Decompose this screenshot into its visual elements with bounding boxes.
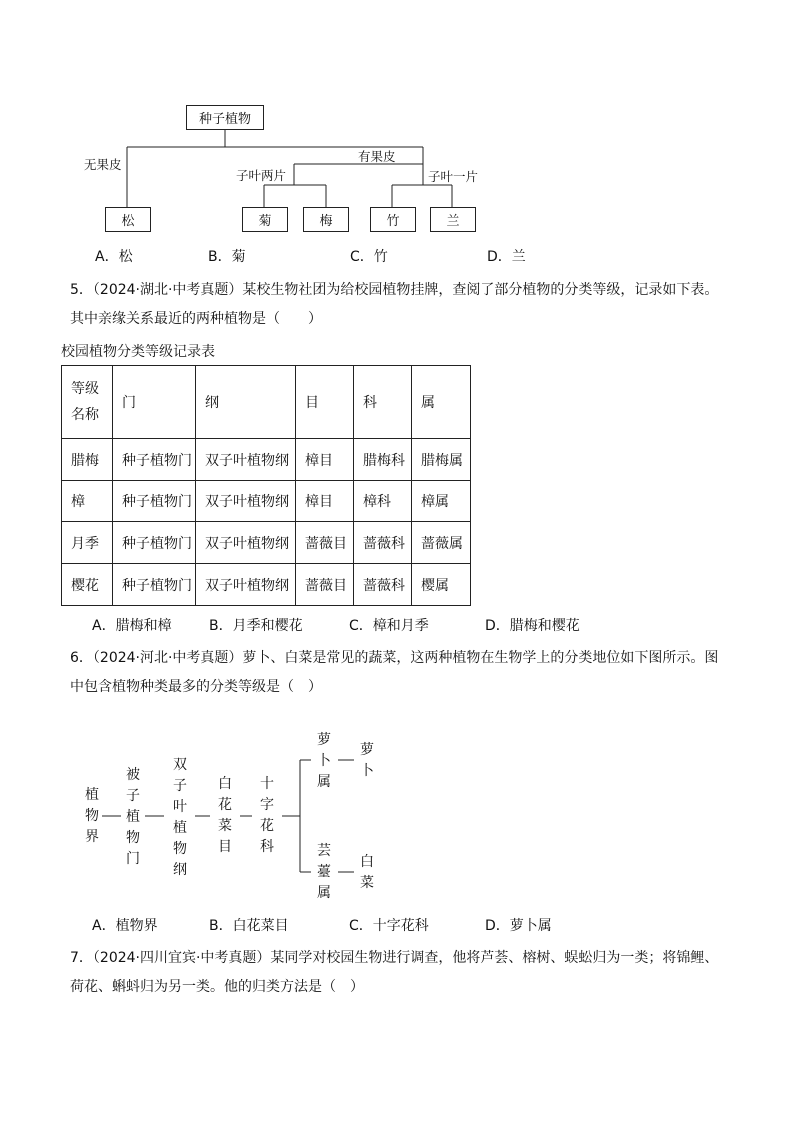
- label-has-pericarp: 有果皮: [358, 149, 396, 164]
- chain-family: 十字花科: [260, 776, 274, 855]
- q5-stem: 5．（2024·湖北·中考真题）某校生物社团为给校园植物挂牌，查阅了部分植物的分类等级，记录如下表。其中亲缘关系最近的两种植物是（ ）: [70, 282, 719, 327]
- table-cell: 种子植物门: [113, 564, 196, 606]
- header-cell-family: 科: [354, 366, 412, 439]
- chain-order: 白花菜目: [218, 776, 232, 855]
- chain-kingdom: 植物界: [85, 787, 99, 845]
- table-cell: 蔷薇属: [412, 522, 471, 564]
- tree-leaf-plum: 梅: [303, 207, 349, 232]
- tree-root-box: 种子植物: [186, 105, 264, 130]
- table-cell: 蔷薇科: [354, 522, 412, 564]
- q4-option-b[interactable]: B．菊: [208, 249, 246, 265]
- table-cell: 樟科: [354, 481, 412, 522]
- tree-leaf-pine: 松: [105, 207, 151, 232]
- q6-option-b[interactable]: B．白花菜目: [209, 918, 289, 934]
- chain-genus-brassica: 芸薹属: [317, 843, 331, 901]
- q6-option-a[interactable]: A．植物界: [92, 918, 158, 934]
- table-cell: 蔷薇目: [296, 564, 354, 606]
- header-cell-rank: 等级 名称: [62, 366, 113, 439]
- q4-option-c[interactable]: C．竹: [350, 249, 388, 265]
- table-cell: 月季: [62, 522, 113, 564]
- chain-genus-radish: 萝卜属: [317, 732, 331, 790]
- q5-option-b[interactable]: B．月季和樱花: [209, 618, 303, 634]
- table-cell: 樱花: [62, 564, 113, 606]
- chain-species-radish: 萝卜: [360, 742, 374, 779]
- table-cell: 蔷薇科: [354, 564, 412, 606]
- q6-option-d[interactable]: D．萝卜属: [485, 918, 552, 934]
- q5-table-caption: 校园植物分类等级记录表: [61, 344, 215, 360]
- chain-species-cabbage: 白菜: [360, 854, 374, 891]
- q5-option-a[interactable]: A．腊梅和樟: [92, 618, 172, 634]
- table-cell: 蔷薇目: [296, 522, 354, 564]
- label-two-cotyledons: 子叶两片: [236, 168, 287, 183]
- table-cell: 双子叶植物纲: [196, 522, 296, 564]
- chain-class: 双子叶植物纲: [173, 757, 187, 878]
- table-cell: 樟: [62, 481, 113, 522]
- table-cell: 双子叶植物纲: [196, 439, 296, 481]
- table-cell: 腊梅: [62, 439, 113, 481]
- tree-leaf-bamboo: 竹: [370, 207, 416, 232]
- table-cell: 腊梅属: [412, 439, 471, 481]
- table-cell: 樟属: [412, 481, 471, 522]
- table-cell: 双子叶植物纲: [196, 564, 296, 606]
- table-cell: 樟目: [296, 481, 354, 522]
- q4-option-d[interactable]: D．兰: [487, 249, 526, 265]
- table-cell: 种子植物门: [113, 481, 196, 522]
- q6-stem: 6．（2024·河北·中考真题）萝卜、白菜是常见的蔬菜，这两种植物在生物学上的分类地位如下图所示。图中包含植物种类最多的分类等级是（ ）: [70, 650, 719, 695]
- tree-leaf-chrysanthemum: 菊: [242, 207, 288, 232]
- table-cell: 腊梅科: [354, 439, 412, 481]
- header-cell-order: 目: [296, 366, 354, 439]
- q5-option-c[interactable]: C．樟和月季: [349, 618, 429, 634]
- q6-option-c[interactable]: C．十字花科: [349, 918, 429, 934]
- chain-phylum: 被子植物门: [126, 767, 140, 867]
- header-cell-genus: 属: [412, 366, 471, 439]
- header-cell-phylum: 门: [113, 366, 196, 439]
- header-cell-class: 纲: [196, 366, 296, 439]
- table-cell: 种子植物门: [113, 439, 196, 481]
- q7-stem: 7．（2024·四川宜宾·中考真题）某同学对校园生物进行调查，他将芦荟、榕树、蜈蚣归为一类；将锦鲤、荷花、蝌蚪归为另一类。他的归类方法是（ ）: [70, 950, 719, 995]
- label-one-cotyledon: 子叶一片: [428, 169, 479, 184]
- q4-option-a[interactable]: A．松: [95, 249, 133, 265]
- table-cell: 双子叶植物纲: [196, 481, 296, 522]
- label-no-pericarp: 无果皮: [84, 157, 122, 172]
- q5-option-d[interactable]: D．腊梅和樱花: [485, 618, 580, 634]
- table-cell: 樱属: [412, 564, 471, 606]
- tree-leaf-orchid: 兰: [430, 207, 476, 232]
- table-cell: 樟目: [296, 439, 354, 481]
- table-cell: 种子植物门: [113, 522, 196, 564]
